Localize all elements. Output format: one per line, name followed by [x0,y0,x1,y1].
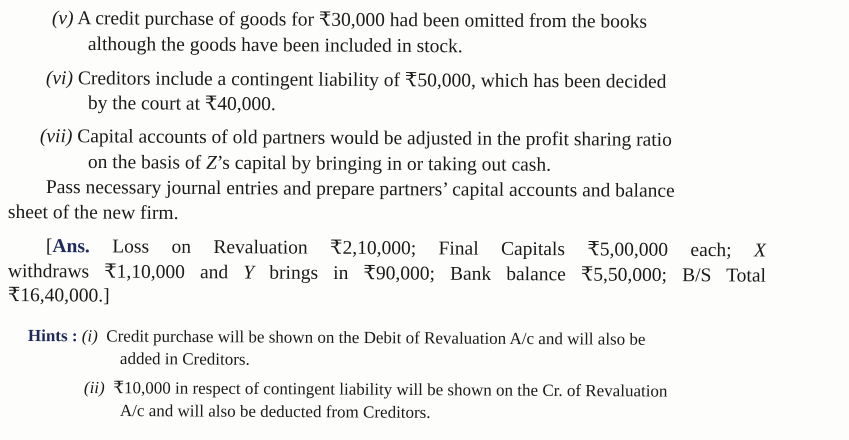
instruction-line-2 [8,202,179,225]
hint-i-text-1: Credit purchase will be shown on the Debit of Revaluation A/c and will also be [106,326,646,349]
item-vii-number: (vii) [39,126,73,148]
instruction-line-1 [46,177,675,203]
item-vii-text-2a: on the basis of [87,152,207,174]
answer-label: Ans. [52,236,90,258]
item-vii-text-1: Capital accounts of old partners would be adjusted in the profit sharing ratio [77,126,672,151]
answer-var-x: X [753,240,767,262]
item-v-line-1 [52,8,647,34]
answer-open-bracket: [ [45,236,53,258]
item-v-text-1: A credit purchase of goods for ₹30,000 had been omitted from the books [77,8,648,33]
hint-ii-text-1: ₹10,000 in respect of contingent liability will be shown on the Cr. of Revaluation [113,378,668,401]
hint-ii-line-1 [84,378,668,402]
answer-line-1 [46,236,766,262]
item-vi-text-1: Creditors include a contingent liability of ₹50,000, which has been decided [77,68,667,93]
hints-label: Hints : [27,326,78,346]
item-vi-text-2: by the court at ₹40,000. [87,93,276,116]
hint-i-number: (i) [81,326,98,346]
hint-ii-number: (ii) [83,378,105,398]
item-vii-var-z: Z [205,152,217,174]
item-v-text-2: although the goods have been included in stock. [87,34,463,58]
answer-text-2b: brings in ₹90,000; Bank balance ₹5,50,000; B/S Total [269,262,767,287]
instruction-text-1: Pass necessary journal entries and prepare partners’ capital accounts and balance [45,177,675,202]
item-vi-number: (vi) [45,68,74,90]
answer-text-1: Loss on Revaluation ₹2,10,000; Final Capitals ₹5,00,000 each; [89,236,732,262]
item-v-line-2 [88,34,463,58]
answer-text-3: ₹16,40,000.] [7,285,110,307]
answer-text-2a: withdraws ₹1,10,000 and [7,261,229,284]
instruction-text-2: sheet of the new firm. [7,202,179,225]
hint-i-text-2: added in Creditors. [119,349,250,369]
item-vii-line-1 [40,126,672,152]
item-vi-line-2 [88,93,276,116]
hint-i-line-2 [120,349,250,370]
answer-line-3 [8,285,110,308]
hint-i-line-1 [28,326,646,350]
hint-ii-line-2 [120,401,431,423]
item-v-number: (v) [51,8,74,30]
hint-ii-text-2: A/c and will also be deducted from Creditors. [119,401,431,422]
item-vii-text-2b: ’s capital by bringing in or taking out cash. [216,152,552,176]
item-vii-line-2 [88,152,551,177]
item-vi-line-1 [46,68,667,94]
answer-var-y: Y [243,262,255,284]
answer-line-2 [8,261,766,288]
